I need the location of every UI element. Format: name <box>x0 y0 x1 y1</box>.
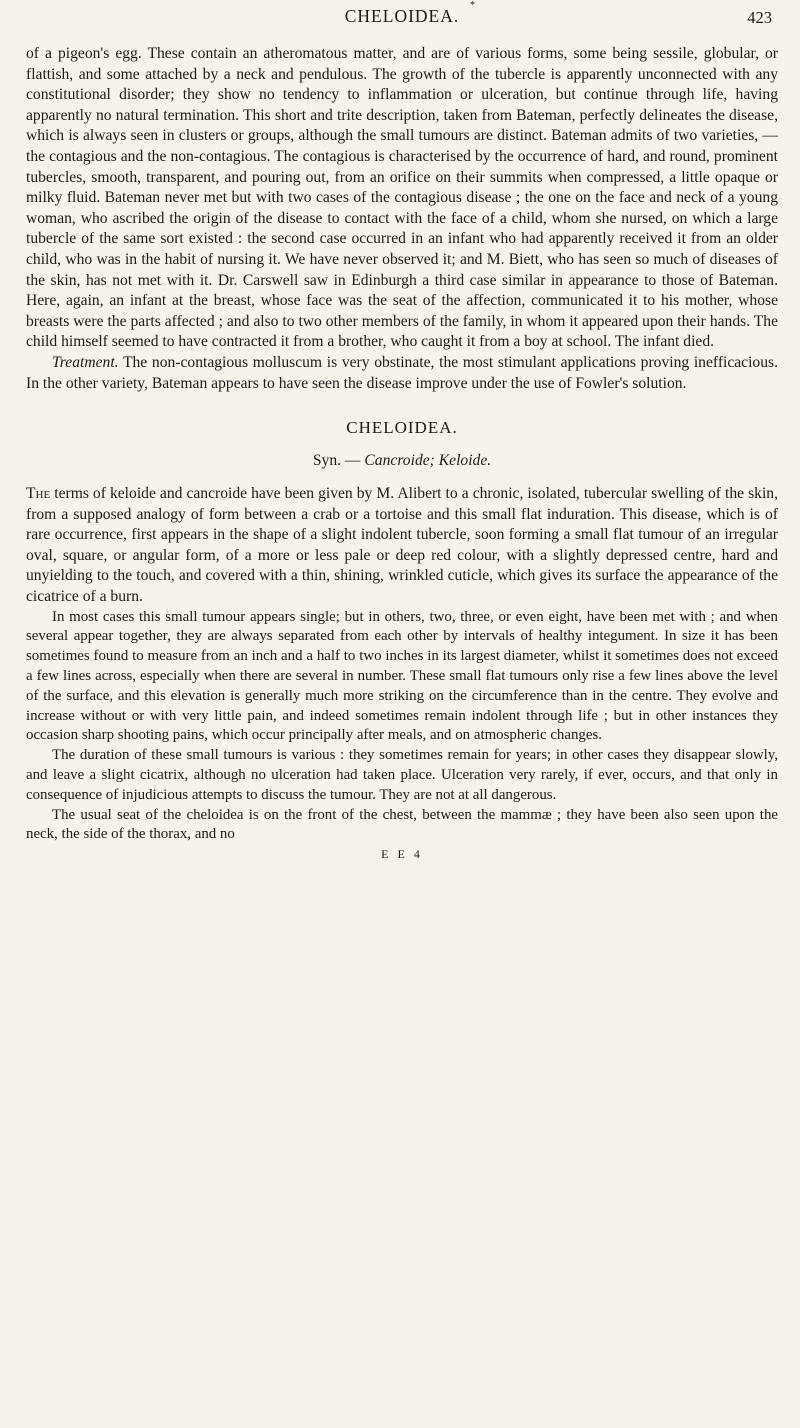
small-type-block <box>26 608 778 846</box>
treatment-paragraph <box>26 353 778 394</box>
synonyms-line <box>26 452 778 470</box>
continuation-paragraph: of a pigeon's egg. These contain an atheromatous matter, and are of various forms, some being sessile, globular, or flattish, and some attached by a neck and pendulous. The growth of the tubercle is apparently unconnected with any constitutional disorder; they show no tendency to inflammation or ulceration, but continue through life, having apparently no natural termination. This short and trite description, taken from Bateman, perfectly delineates the disease, which is always seen in clusters or groups, although the small tumours are distinct. Bateman admits of two varieties, — the contagious and the non-contagious. The contagious is characterised by the occurrence of hard, and round, prominent tubercles, smooth, transparent, and pouring out, from an orifice on their summits when compressed, a little opaque or milky fluid. Bateman never met but with two cases of the contagious disease ; the one on the face and neck of a young woman, who ascribed the origin of the disease to contact with the face of a child, whom she nursed, on which a large tubercle of the same sort existed : the second case occurred in an infant who had apparently received it from an older child, who was in the habit of nursing it. We have never observed it; and M. Biett, who has seen so much of diseases of the skin, has not met with it. Dr. Carswell saw in Edinburgh a third case similar in appearance to those of Bateman. Here, again, an infant at the breast, whose face was the seat of the affection, communicated it to his mother, whose breasts were the parts affected ; and also to two other members of the family, in whom it appeared upon their hands. The child himself seemed to have contracted it from a brother, who caught it from a boy at school. The infant died. <box>26 45 778 351</box>
section-paragraph-1-text: terms of keloide and cancroide have been given by M. Alibert to a chronic, isolated, tubercular swelling of the skin, from a supposed analogy of form between a crab or a tortoise and this small flat induration. This disease, which is of rare occurrence, first appears in the shape of a slight indolent tubercle, soon forming a small flat tumour of an irregular oval, square, or angular form, of a more or less pale or deep red colour, with a slightly depressed centre, hard and unyielding to the touch, and covered with a thin, shining, wrinkled cuticle, which gives its surface the appearance of the cicatrice of a burn. <box>26 485 778 606</box>
section-heading: CHELOIDEA. <box>346 418 458 438</box>
stray-mark: * <box>470 0 475 11</box>
running-title: CHELOIDEA. <box>344 6 460 26</box>
section-lead-word: The <box>26 485 51 503</box>
signature-mark: E E 4 <box>381 847 423 862</box>
page-number: 423 <box>747 8 772 27</box>
running-head <box>26 0 778 44</box>
synonyms-terms: Cancroide; Keloide. <box>364 452 492 470</box>
section-paragraph-3: The duration of these small tumours is various : they sometimes remain for years; in other cases they disappear slowly, and leave a slight cicatrix, although no ulceration had taken place. Ulceration very rarely, if ever, occurs, and that only in consequence of injudicious attempts to discuss the tumour. They are not at all dangerous. <box>26 747 778 803</box>
synonyms-label: Syn. — <box>312 452 365 470</box>
treatment-text: The non-contagious molluscum is very obstinate, the most stimulant applications proving inefficacious. In the other variety, Bateman appears to have seen the disease improve under the use of Fowler's solution. <box>26 353 778 392</box>
section-paragraph-4: The usual seat of the cheloidea is on the front of the chest, between the mammæ ; they have been also seen upon the neck, the side of the thorax, and no <box>26 806 778 843</box>
treatment-label: Treatment. <box>52 353 119 371</box>
section-paragraph-1 <box>26 484 778 608</box>
section-paragraph-2: In most cases this small tumour appears single; but in others, two, three, or even eight, have been met with ; and when several appear together, they are always separated from each other by intervals of healthy integument. In size it has been sometimes found to measure from an inch and a half to two inches in its largest diameter, whilst it sometimes does not exceed a few lines across, especially when there are several in number. These small flat tumours only rise a few lines above the level of the surface, and this elevation is generally much more striking on the circumference than in the centre. They evolve and increase without or with very little pain, and indeed sometimes remain indolent through life ; but in other instances they occasion sharp shooting pains, which occur principally after meals, and on atmospheric changes. <box>26 608 778 744</box>
